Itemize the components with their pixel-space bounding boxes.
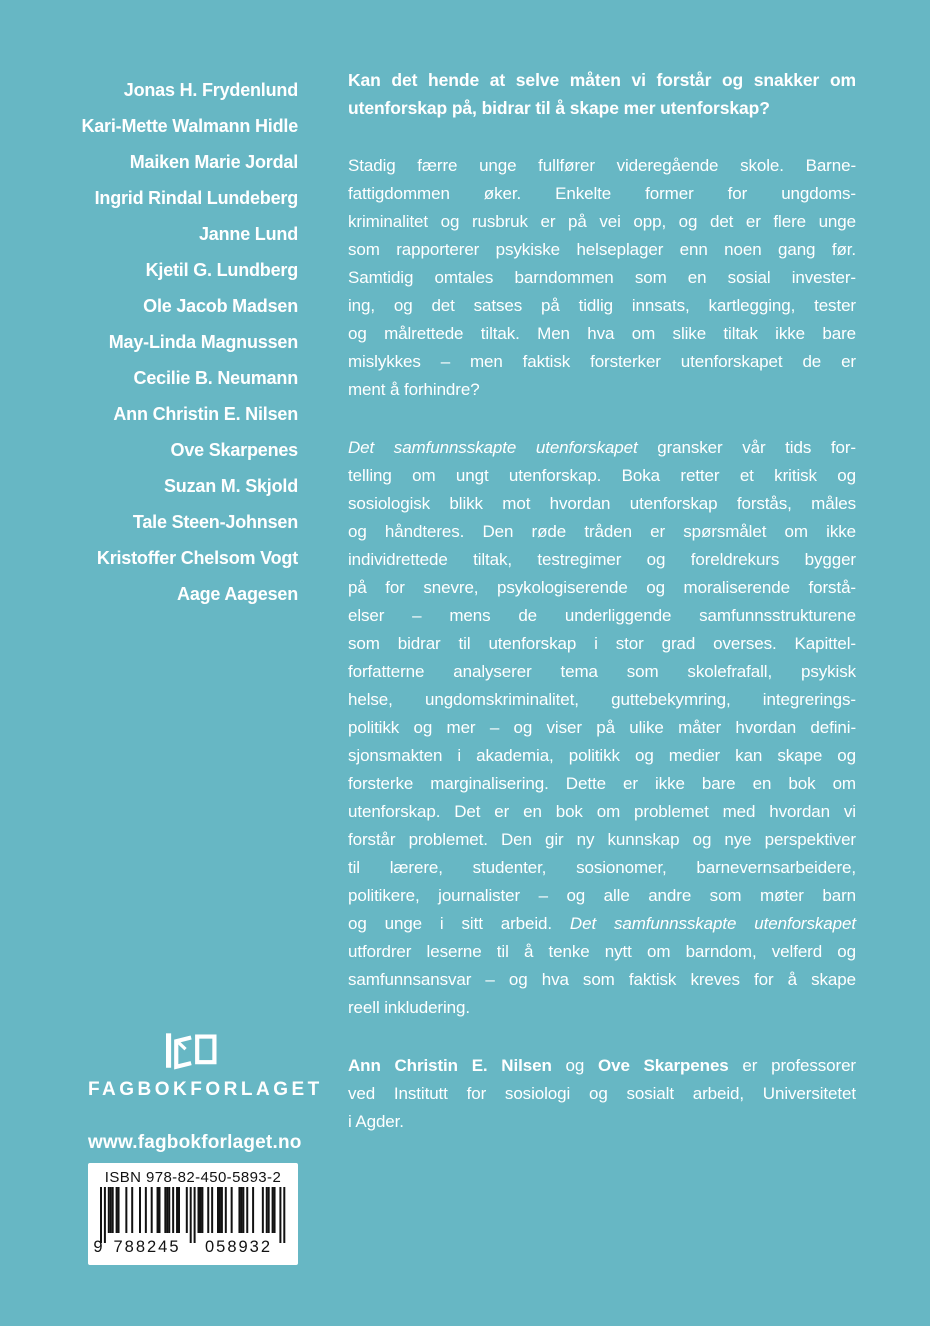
author-name: May-Linda Magnussen bbox=[108, 332, 298, 352]
author-name: Kjetil G. Lundberg bbox=[145, 260, 298, 280]
author-name: Kari-Mette Walmann Hidle bbox=[81, 116, 298, 136]
author-name: Jonas H. Frydenlund bbox=[123, 80, 298, 100]
author-name: Maiken Marie Jordal bbox=[129, 152, 298, 172]
publisher-website: www.fagbokforlaget.no bbox=[88, 1132, 302, 1153]
author-name: Ann Christin E. Nilsen bbox=[113, 404, 298, 424]
description-paragraph: Det samfunnsskapte utenforskapet gransker vår tids for- telling om ungt utenforskap. Boka retter et kritisk og sosiologisk blikk mot hvordan utenforskap forstås, måles og håndteres. Den røde tråden er spørsmålet om ikke individrettede tiltak, testregimer og foreldrekurs bygger på for snevre, psykologiserende og moraliserende forstå- elser – mens de underliggende samfunnsstrukturene som bidrar til utenforskap i stor grad overses. Kapittel- forfatterne analyserer tema som skolefrafall, psykisk helse, ungdomskriminalitet, guttebekymring, integrerings- politikk og mer – og viser på ulike måter hvordan defini- sjonsmakten i akademia, politikk og medier kan skape og forsterke marginalisering. Dette er ikke bare en bok om utenforskap. Det er en bok om problemet med hvordan vi forstår problemet. Den gir ny kunnskap og nye perspektiver til lærere, studenter, sosionomer, barnevernsarbeidere, politikere, journalister – og alle andre som møter barn og unge i sitt arbeid. Det samfunnsskapte utenforskapet utfordrer leserne til å tenke nytt om barndom, velferd og samfunnsansvar – og hva som faktisk kreves for å skape reell inkludering. bbox=[348, 438, 856, 1017]
author-bio: Ann Christin E. Nilsen og Ove Skarpenes er professorer ved Institutt for sosiologi og sosialt arbeid, Universitetet i Agder. bbox=[348, 1056, 856, 1131]
author-name: Janne Lund bbox=[198, 224, 298, 244]
ean-digits-group2: 058932 bbox=[199, 1237, 278, 1257]
author-name: Aage Aagesen bbox=[177, 584, 298, 604]
intro-paragraph: Stadig færre unge fullfører videregående skole. Barne- fattigdommen øker. Enkelte former for ungdoms- kriminalitet og rusbruk er på vei opp, og det er flere unge som rapporterer psykiske helseplager enn noen gang før. Samtidig omtales barndommen som en sosial invester- ing, og det satses på tidlig innsats, kartlegging, tester og målrettede tiltak. Men hva om slike tiltak ikke bare mislykkes – men faktisk forsterker utenforskapet de er ment å forhindre? bbox=[348, 156, 856, 399]
isbn-label: ISBN 978-82-450-5893-2 bbox=[104, 1169, 282, 1186]
author-name: Suzan M. Skjold bbox=[163, 476, 298, 496]
ean-digit-left: 9 bbox=[93, 1238, 103, 1256]
barcode-bars bbox=[100, 1187, 286, 1243]
author-name: Kristoffer Chelsom Vogt bbox=[96, 548, 298, 568]
open-book-logo-icon bbox=[166, 1030, 220, 1072]
back-cover-text bbox=[348, 66, 856, 1166]
headline: Kan det hende at selve måten vi forstår og snakker om utenforskap på, bidrar til å skape mer utenforskap? bbox=[348, 70, 856, 118]
author-name: Ole Jacob Madsen bbox=[143, 296, 298, 316]
publisher-block bbox=[88, 1030, 323, 1265]
author-name: Ingrid Rindal Lundeberg bbox=[94, 188, 298, 208]
author-list bbox=[0, 72, 298, 612]
ean-digits-group1: 788245 bbox=[108, 1237, 186, 1257]
author-name: Ove Skarpenes bbox=[170, 440, 298, 460]
publisher-name: FAGBOKFORLAGET bbox=[88, 1079, 323, 1100]
author-name: Tale Steen-Johnsen bbox=[132, 512, 298, 532]
author-name: Cecilie B. Neumann bbox=[133, 368, 298, 388]
isbn-barcode bbox=[88, 1163, 298, 1265]
